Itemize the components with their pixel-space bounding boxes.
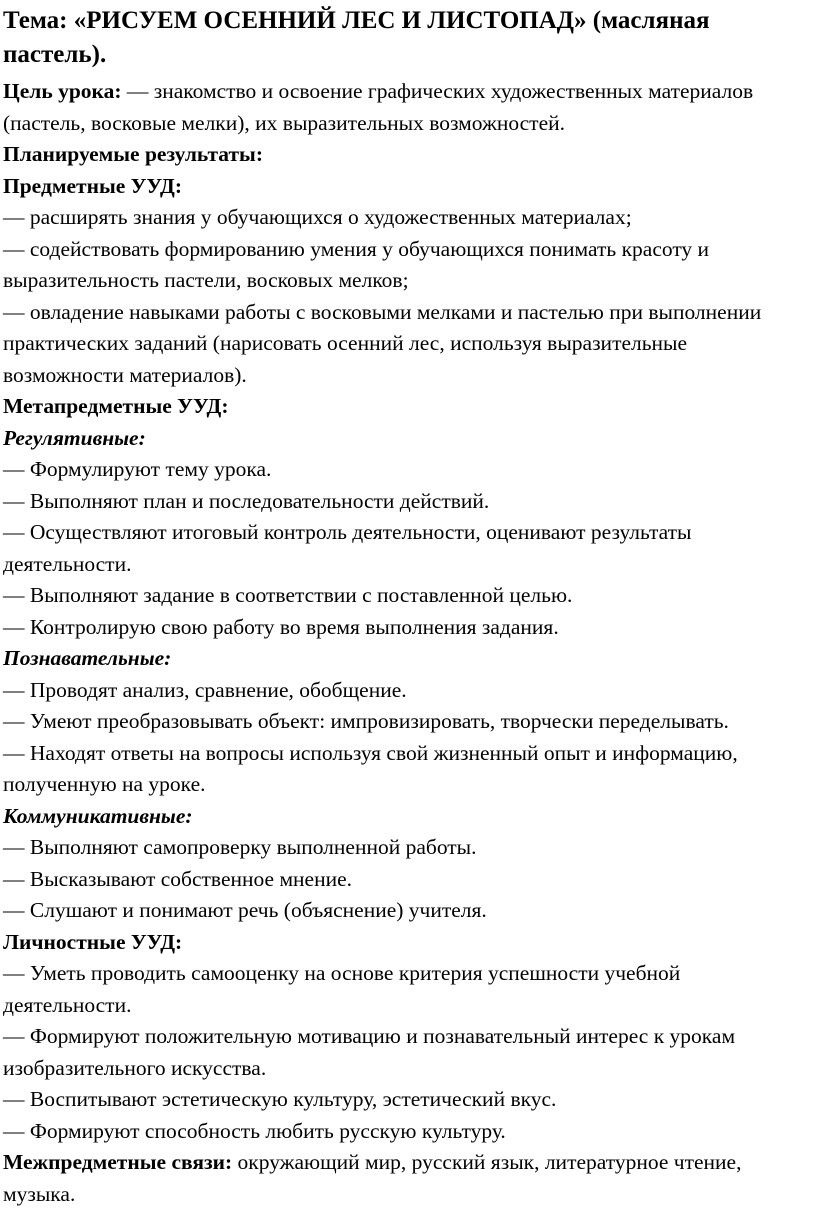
subject-item: — расширять знания у обучающихся о художественных материалах; bbox=[3, 205, 632, 229]
regulative-item: — Осуществляют итоговый контроль деятельности, оценивают результаты деятельности. bbox=[3, 520, 692, 576]
regulative-item: — Формулируют тему урока. bbox=[3, 457, 272, 481]
regulative-item: — Контролирую свою работу во время выполнения задания. bbox=[3, 614, 559, 639]
personal-item: — Уметь проводить самооценку на основе критерия успешности учебной деятельности. bbox=[3, 961, 681, 1017]
subject-item: — содействовать формированию умения у обучающихся понимать красоту и выразительность пастели, восковых мелков; bbox=[3, 236, 710, 292]
cognitive-item: — Находят ответы на вопросы используя свой жизненный опыт и информацию, полученную на уроке. bbox=[3, 740, 738, 796]
regulative-heading: Регулятивные: bbox=[3, 425, 146, 450]
communicative-item: — Выполняют самопроверку выполненной работы. bbox=[3, 835, 477, 859]
interdisciplinary-links bbox=[3, 1147, 813, 1210]
lesson-title: Тема: «РИСУЕМ ОСЕННИЙ ЛЕС И ЛИСТОПАД» (масляная пастель). bbox=[3, 7, 710, 68]
lesson-goal bbox=[3, 76, 813, 139]
results-heading: Планируемые результаты: bbox=[3, 142, 264, 166]
meta-heading: Метапредметные УУД: bbox=[3, 394, 229, 418]
regulative-item: — Выполняют задание в соответствии с поставленной целью. bbox=[3, 583, 573, 607]
communicative-heading: Коммуникативные: bbox=[3, 803, 193, 828]
regulative-item: — Выполняют план и последовательности действий. bbox=[3, 488, 490, 513]
cognitive-heading: Познавательные: bbox=[3, 646, 172, 670]
personal-item: — Воспитывают эстетическую культуру, эстетический вкус. bbox=[3, 1087, 557, 1111]
goal-text: — знакомство и освоение графических художественных материалов (пастель, восковые мелки), их выразительных возможностей. bbox=[3, 79, 754, 135]
personal-item: — Формируют положительную мотивацию и познавательный интерес к урокам изобразительного искусства. bbox=[3, 1024, 736, 1080]
cognitive-item: — Проводят анализ, сравнение, обобщение. bbox=[3, 677, 407, 702]
interdisciplinary-label: Межпредметные связи: bbox=[3, 1150, 233, 1174]
personal-item: — Формируют способность любить русскую культуру. bbox=[3, 1118, 506, 1143]
interdisciplinary-text: окружающий мир, русский язык, литературное чтение, музыка. bbox=[3, 1150, 742, 1206]
cognitive-item: — Умеют преобразовывать объект: импровизировать, творчески переделывать. bbox=[3, 709, 729, 733]
goal-label: Цель урока: bbox=[3, 79, 122, 103]
communicative-item: — Высказывают собственное мнение. bbox=[3, 866, 353, 891]
subject-heading: Предметные УУД: bbox=[3, 173, 182, 198]
personal-heading: Личностные УУД: bbox=[3, 929, 183, 954]
communicative-item: — Слушают и понимают речь (объяснение) учителя. bbox=[3, 898, 487, 922]
subject-item: — овладение навыками работы с восковыми мелками и пастелью при выполнении практических заданий (нарисовать осенний лес, используя выразительные возможности материалов). bbox=[3, 299, 762, 387]
